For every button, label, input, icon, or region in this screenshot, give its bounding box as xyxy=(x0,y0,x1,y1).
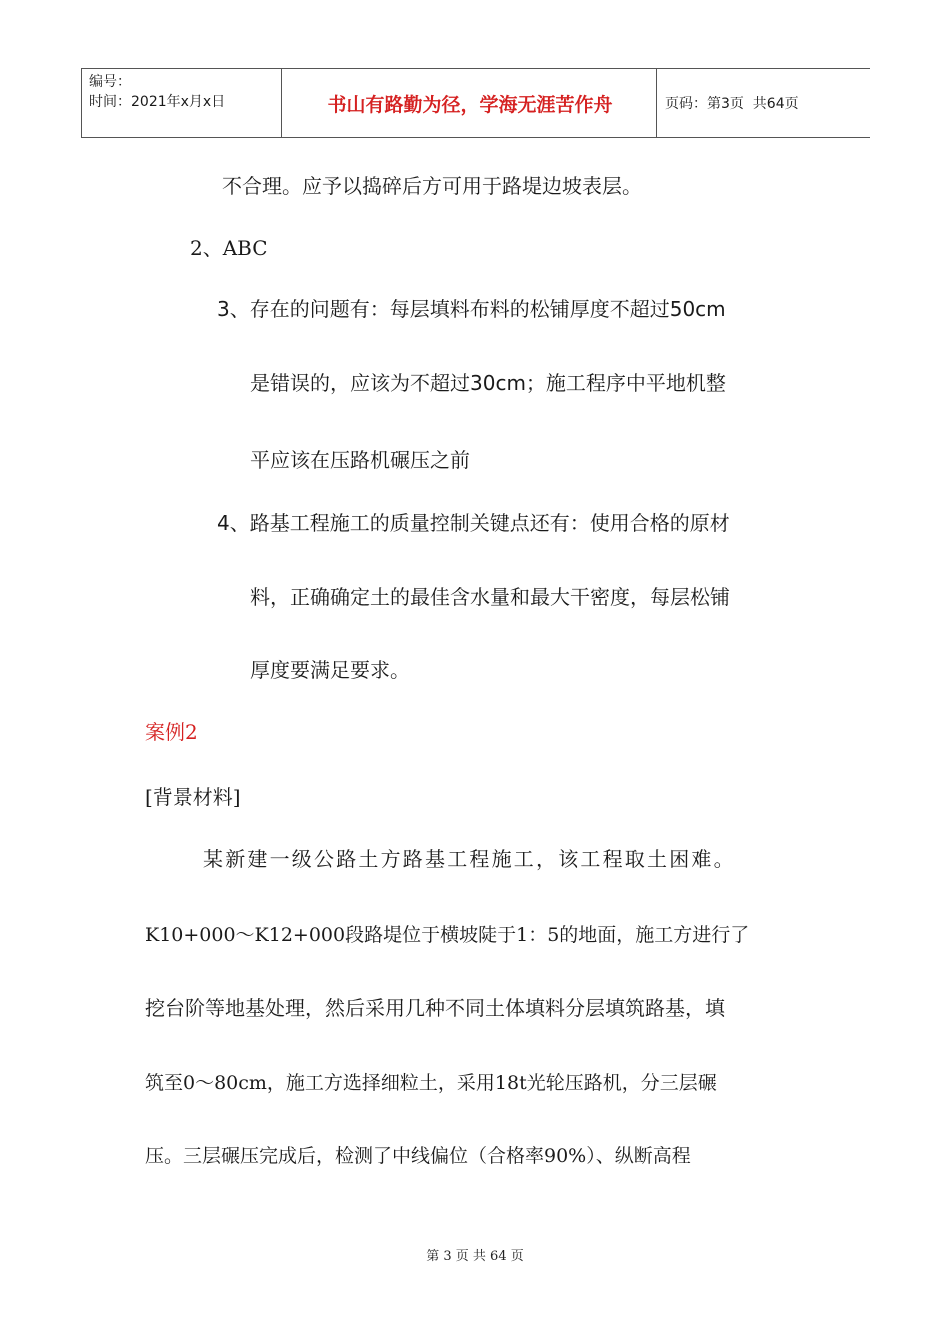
header-divider xyxy=(656,69,657,137)
header-page-info xyxy=(665,69,799,137)
header-divider xyxy=(281,69,282,137)
body-line: K10+000～K12+000段路堤位于横坡陡于1：5的地面，施工方进行了 xyxy=(145,924,750,946)
page-number-label: 页码：第3页 共64页 xyxy=(665,96,799,112)
header-motto: 书山有路勤为径，学海无涯苦作舟 xyxy=(327,93,613,116)
body-line: 2、ABC xyxy=(190,236,268,260)
body-line: 4、路基工程施工的质量控制关键点还有：使用合格的原材 xyxy=(217,511,730,535)
body-line: 3、存在的问题有：每层填料布料的松铺厚度不超过50cm xyxy=(217,297,726,321)
body-line: 厚度要满足要求。 xyxy=(250,658,410,682)
subsection-heading: [背景材料] xyxy=(145,785,241,809)
body-line: 筑至0～80cm，施工方选择细粒土，采用18t光轮压路机，分三层碾 xyxy=(145,1072,717,1094)
header-divider xyxy=(81,69,82,137)
body-line: 是错误的，应该为不超过30cm；施工程序中平地机整 xyxy=(250,371,726,395)
body-line: 平应该在压路机碾压之前 xyxy=(250,448,470,472)
body-line: 某新建一级公路土方路基工程施工，该工程取土困难。 xyxy=(203,847,736,871)
page-footer: 第 3 页 共 64 页 xyxy=(426,1249,524,1264)
document-time: 时间：2021年x月x日 xyxy=(89,94,226,110)
document-number: 编号： xyxy=(89,74,131,90)
body-line: 压。三层碾压完成后，检测了中线偏位（合格率90%）、纵断高程 xyxy=(145,1145,691,1167)
body-line: 挖台阶等地基处理，然后采用几种不同土体填料分层填筑路基，填 xyxy=(145,996,725,1020)
body-line: 不合理。应予以捣碎后方可用于路堤边坡表层。 xyxy=(222,174,642,198)
header-info xyxy=(89,72,225,112)
section-heading: 案例2 xyxy=(145,720,198,744)
page-header xyxy=(81,68,870,138)
body-line: 料，正确确定土的最佳含水量和最大干密度，每层松铺 xyxy=(250,585,730,609)
